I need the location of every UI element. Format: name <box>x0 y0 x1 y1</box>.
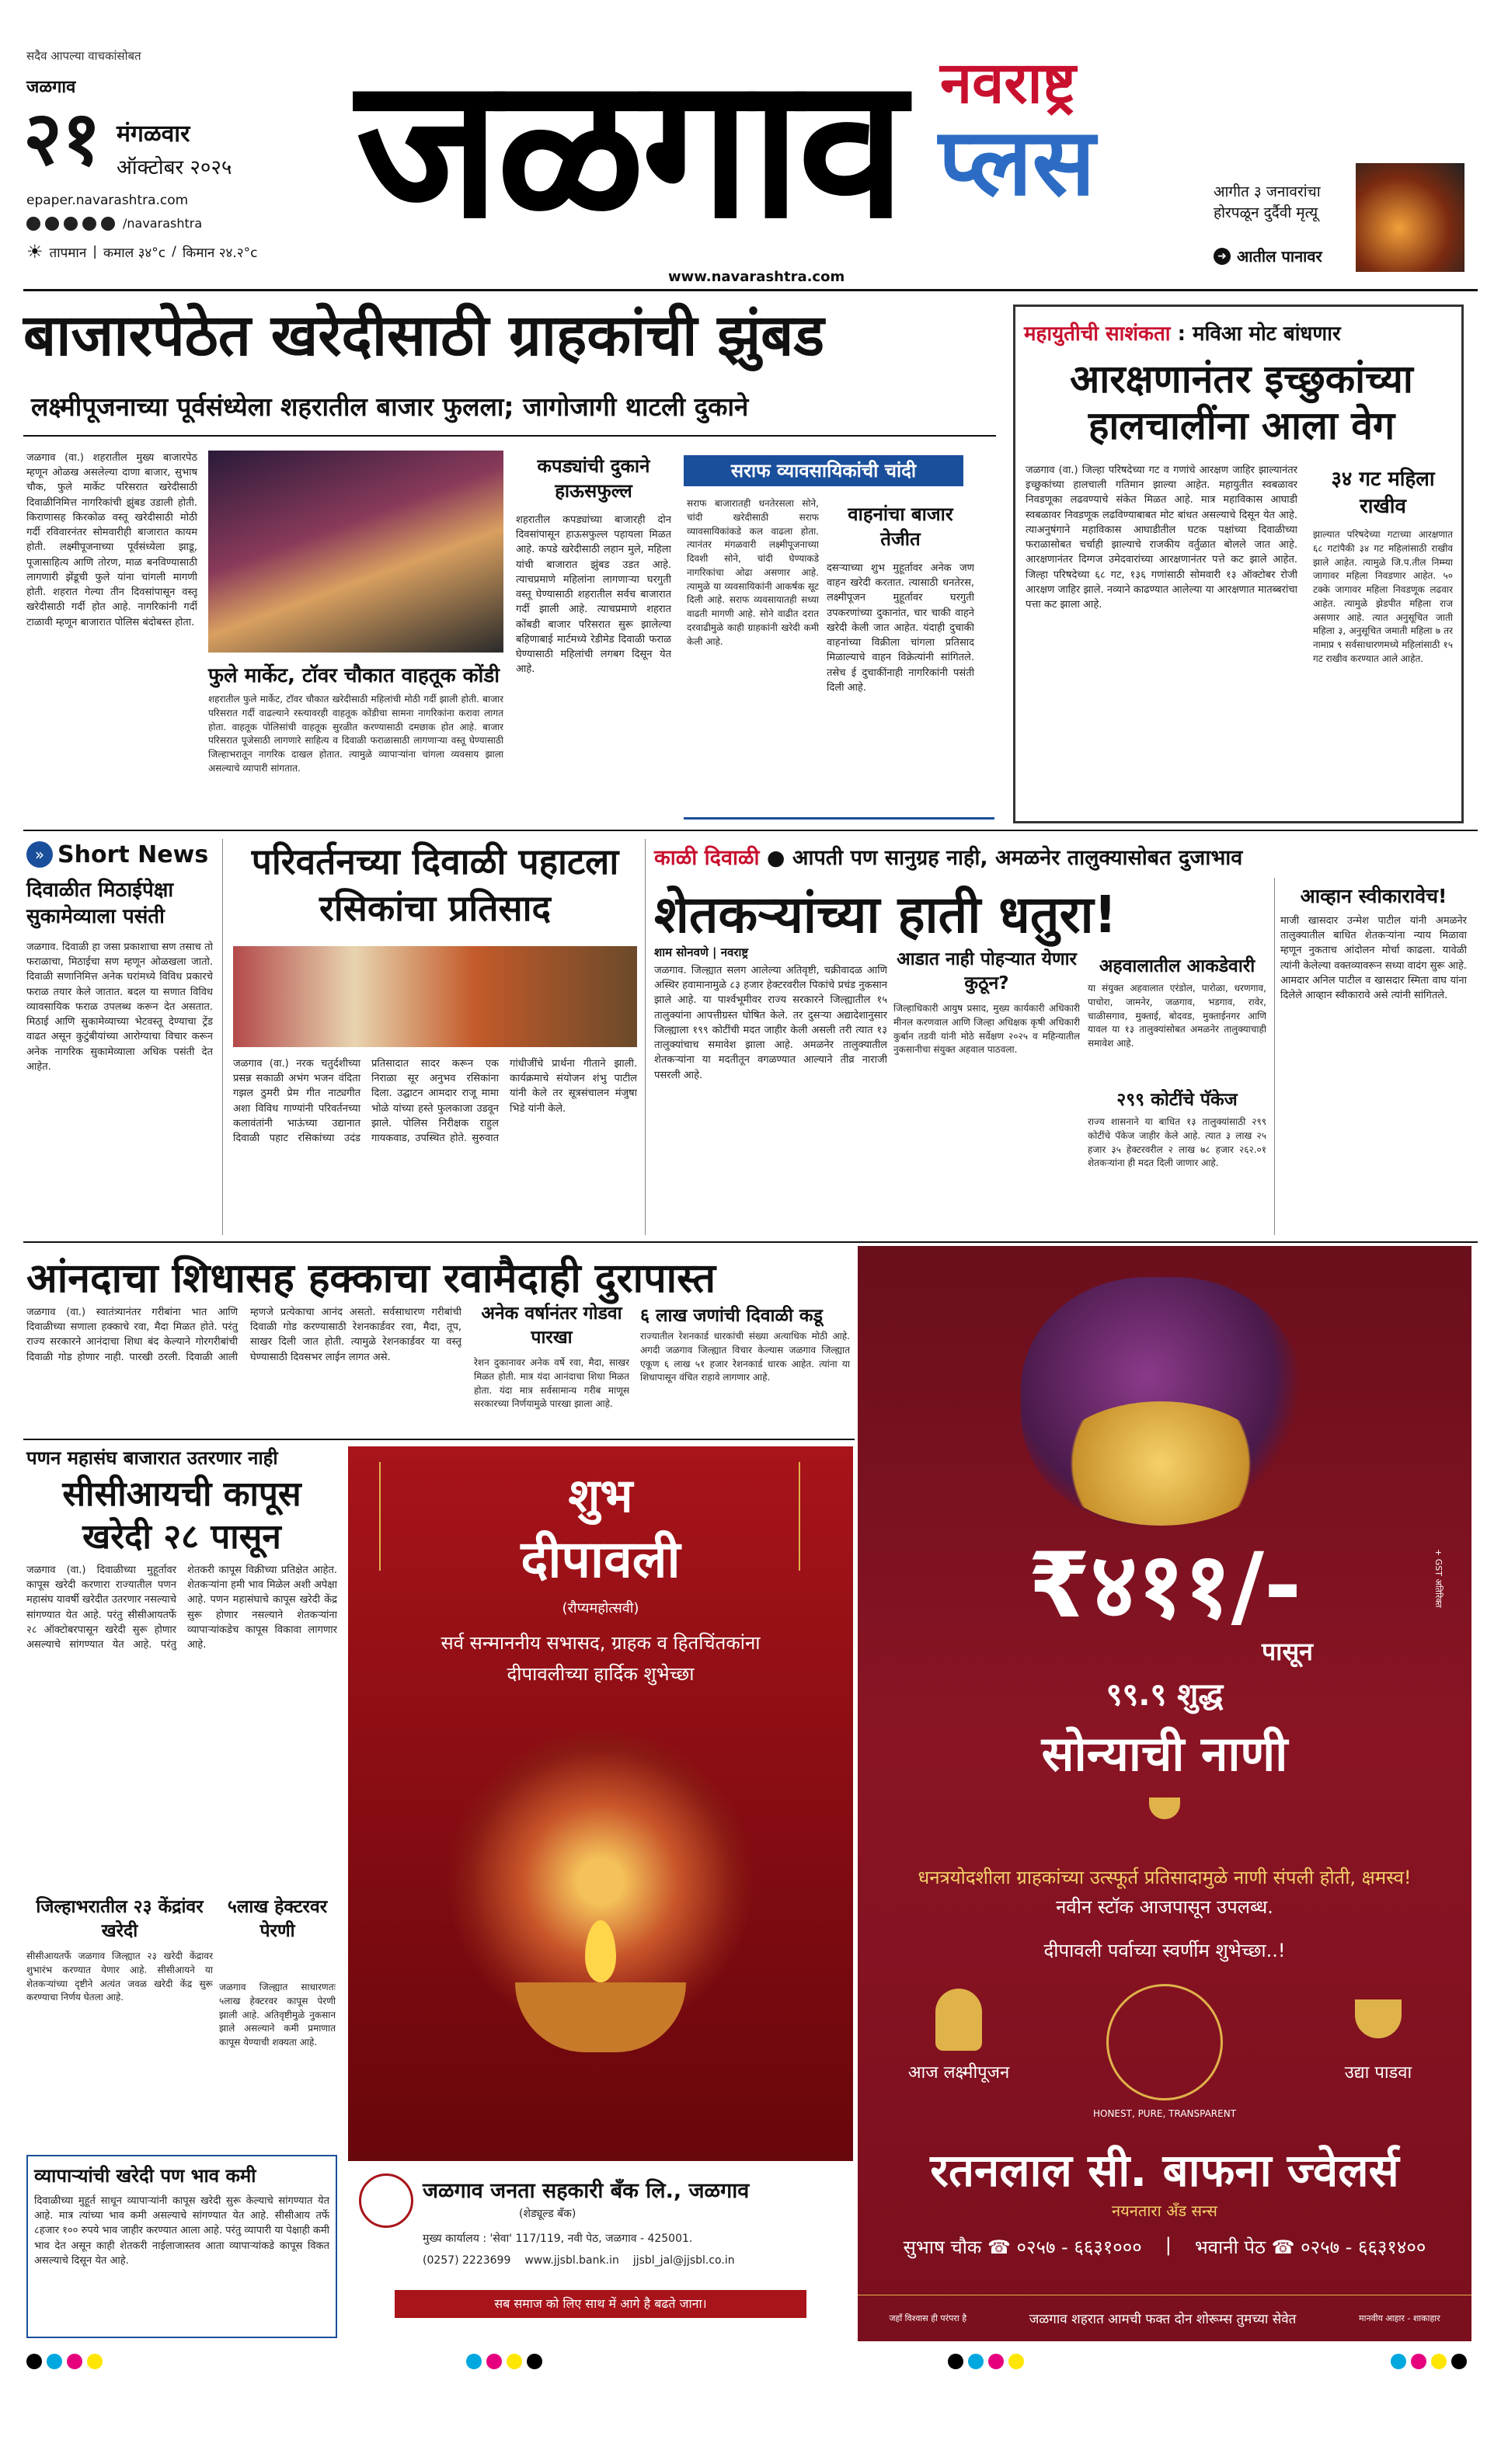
sun-icon: ☀ <box>26 241 44 263</box>
bank-ad-title-top: शुभ <box>568 1469 633 1523</box>
kali-side-title: आव्हान स्वीकारावेच! <box>1300 885 1447 907</box>
bank-motto: सब समाज को लिए साथ में आगे है बढते जाना। <box>395 2290 806 2318</box>
right-headline: आरक्षणानंतर इच्छुकांच्या हालचालींना आला वेग <box>1070 357 1413 448</box>
jewel-tagline: नयनतारा अँड सन्स <box>1112 2201 1217 2220</box>
jewel-purity: ९९.९ शुद्ध <box>1106 1677 1224 1713</box>
bank-web[interactable]: www.jjsbl.bank.in <box>524 2254 619 2267</box>
anand-text: जळगाव (वा.) स्वातंत्र्यानंतर गरीबांना भात आणि दिवाळीच्या सणाला हक्काचे रवा, मैदा मिळत होते. परंतु राज्य सरकारने आनंदाचा शिधा बंद केल्याने गोरगरीबांची दिवाळी गोड होणार नाही. पारखी ठरली. दिवाळी आली म्हणजे प्रत्येकाचा आनंद असतो. सर्वसाधारण गरीबांची दिवाळी गोड करण्यासाठी रेशनकार्डवर रवा, मैदा, तूप, साखर दिली जात होती. त्यामुळे रेशनकार्डवर या वस्तू घेण्यासाठी दिवसभर लाईन लागत असे. <box>26 1307 461 1363</box>
cci-box1-title: जिल्हाभरातील २३ केंद्रांवर खरेदी <box>36 1897 204 1942</box>
parivartan-headline: परिवर्तनच्या दिवाळी पहाटला रसिकांचा प्रतिसाद <box>251 840 619 929</box>
diya-icon <box>1149 1798 1180 1819</box>
brand-top: नवराष्ट्र <box>940 50 1076 117</box>
kali-headline: शेतकऱ्यांच्या हाती धतुरा! <box>654 885 1117 945</box>
pot-icon <box>1355 1999 1402 2038</box>
bank-logo-icon <box>359 2173 413 2228</box>
short-news-label: » Short News <box>26 839 213 870</box>
brand-logo-icon <box>1106 1984 1223 2100</box>
cci-box2-text: जळगाव जिल्ह्यात साधारणतः ५लाख हेक्टरवर कापूस पेरणी झाली आहे. अतिवृष्टीमुळे नुकसान झाले असल्याने कमी प्रमाणात कापूस येण्याची शक्यता आहे. <box>219 1982 336 2048</box>
jewel-addresses: सुभाष चौक ☎ ०२५७ - ६६३१००० | भवानी पेठ ☎ ०२५७ - ६६३१४०० <box>903 2234 1426 2258</box>
kali-text: जळगाव. जिल्ह्यात सलग आलेल्या अतिवृष्टी, चक्रीवादळ आणि अस्थिर हवामानामुळे ८३ हजार हेक्टरवरील पिकांचे प्रचंड नुकसान झाले आहे. या पार्श्वभूमीवर राज्य सरकारने जिल्ह्यातील १५ तालुक्यांना आपत्तीग्रस्त घोषित केले. तर दुसऱ्या अद्यादेशानुसार जिल्ह्याला १९९ कोटींची मदत जाहीर केली असली तरी त्यात १३ तालुक्यांचाच समावेश झाला आहे. अमळनेर तालुक्यातील शेतकऱ्यांना या मदतीतून वगळण्यात आल्याने तीव्र नाराजी पसरली आहे. <box>654 965 887 1081</box>
anand-headline: आंनदाचा शिधासह हक्काचा रवामैदाही दुरापास्त <box>26 1255 716 1302</box>
short-news-text: जळगाव. दिवाळी हा जसा प्रकाशाचा सण तसाच तो फराळाचा, मिठाईचा सण म्हणून ओळखला जातो. दिवाळी सणानिमित्त अनेक घरांमध्ये विविध प्रकारचे फराळ तयार केले जातात. बदल या सणात विविध व्यावसायिक फराळ उपलब्ध करून देत असतात. मिठाई आणि सुकामेव्याच्या भेटवस्तू देण्याचा ट्रेंड वाढत असून कुटुंबीयांच्या आरोग्याचा विचार करून अनेक नागरिक सुकामेव्याला अधिक पसंती देत आहेत. <box>26 941 213 1073</box>
jewel-left-label: आज लक्ष्मीपूजन <box>907 2063 1010 2083</box>
epaper-link[interactable]: epaper.navarashtra.com <box>26 193 189 208</box>
box1-text: शहरातील कपड्यांच्या बाजारही दोन दिवसांपासून हाऊसफुल्ल पहायला मिळत आहे. कपडे खरेदीसाठी लहान मुले, महिला यांची बाजारात झुंबड उडत आहे. त्याचप्रमाणे महिलांना लागणाऱ्या घरगुती वस्तू घेण्यासाठी शहरातील सर्वच बाजारात गर्दी झाली आहे. त्याचप्रमाणे शहरात कोंबडी बाजार परिसरात सुरू झालेल्या बहिणाबाई मार्टमध्ये रेडीमेड दिवाळी फराळ घेण्यासाठी महिलांची लगबग दिसून येत आहे. <box>516 514 671 676</box>
linkedin-icon[interactable] <box>101 217 115 231</box>
registration-dots-left <box>26 2354 107 2369</box>
vyapari-text: दिवाळीच्या मुहूर्त साधून व्यापाऱ्यांनी कापूस खरेदी सुरू केल्याचे सांगण्यात येत आहे. मात्र त्यांच्या भाव कमी असल्याचे सांगण्यात येत आहे. सीसीआय तर्फे ८हजार १०० रुपये भाव जाहीर करण्यात आला आहे. परंतु व्यापारी या पेक्षाही कमी भाव देत असून काही शेतकरी नाईलाजास्तव आता व्यापाऱ्यांकडे कापूस विकत असल्याचे दिसून येत आहे. <box>34 2195 329 2267</box>
jewel-foot-mid: जळगाव शहरात आमची फक्त दोन शोरूम्स तुमच्या सेवेत <box>1029 2312 1297 2327</box>
social-handle: /navarashtra <box>123 216 203 231</box>
jewel-addr2[interactable]: भवानी पेठ ☎ ०२५७ - ६६३१४०० <box>1194 2236 1426 2258</box>
kali-box3-title: २९९ कोटींचे पॅकेज <box>1116 1090 1238 1110</box>
anand-box1-text: रेशन दुकानावर अनेक वर्षे रवा, मैदा, साखर मिळत होती. मात्र यंदा आनंदाचा शिधा मिळत होता. यंदा मात्र सर्वसामान्य गरीब माणूस सरकारच्या निर्णयामुळे पारखा झाला आहे. <box>474 1357 629 1410</box>
kali-box1-text: जिल्हाधिकारी आयुष प्रसाद, मुख्य कार्यकारी अधिकारी मीनल करणवाल आणि जिल्हा अधिक्षक कृषी अधिकारी कुर्बान तडवी यांनी मोठे सर्वेक्षण २०२५ व महिन्यातील नुकसानीचा संयुक्त अहवाल पाठवला. <box>893 1003 1080 1056</box>
kali-box2-text: या संयुक्त अहवालात एरंडोल, पारोळा, धरणगाव, पाचोरा, जामनेर, जळगाव, भडगाव, रावेर, चाळीसगाव, मुक्ताई, बोदवड, मुक्ताईनगर आणि यावल या १३ तालुक्यांसोबत अमळनेर तालुक्याचाही समावेश आहे. <box>1088 983 1266 1049</box>
right-kicker: महायुतीची साशंकता : मविआ मोट बांधणार <box>1024 322 1341 346</box>
jewel-foot-left: जहाँ विश्वास ही परंपरा है <box>889 2313 967 2323</box>
weather-label: तापमान <box>49 245 87 261</box>
right-text: जळगाव (वा.) जिल्हा परिषदेच्या गट व गणांचे आरक्षण जाहिर झाल्यानंतर इच्छुकांच्या हालचाली गतिमान झाल्या आहेत. महायुतीत स्वबळावर निवडणूका लढवण्याचे संकेत मिळत आहे. मात्र महाविकास आघाडी स्वबळावर निवडणूक लढविण्याबाबत मोट बांधत असल्याचे दिसून येत आहे. त्याअनुषंगाने महाविकास आघाडीतील घटक पक्षांच्या दिवाळीच्या फराळासोबत चर्चाही झाल्याचे राजकीय वर्तुळात बोलले जात आहे. आरक्षणानंतर दिग्गज उमेदवारांच्या आरक्षणानंतर पत्ते कट झाले आहेत. जिल्हा परिषदेच्या ६८ गट, १३६ गणांसाठी सोमवारी १३ ऑक्टोबर रोजी आरक्षण जाहिर झाले. नव्याने काढण्यात आलेल्या या आरक्षणात मातब्बरांचा पत्ता कट झाला आहे. <box>1026 465 1297 611</box>
teaser-link[interactable]: ➜ आतील पानावर <box>1214 245 1322 266</box>
cci-box1-text: सीसीआयतर्फे जळगाव जिल्ह्यात २३ खरेदी केंद्रावर शुभारंभ करण्यात येणार आहे. सीसीआयने या शेतकऱ्यांच्या दृष्टीने अत्यंत जवळ खरेदी केंद्र सुरू करण्याचा निर्णय घेतला आहे. <box>26 1951 213 2003</box>
concert-photo <box>233 946 637 1047</box>
arrow-icon: » <box>26 841 53 868</box>
diya-icon <box>515 1982 686 2052</box>
right-side-text: झाल्यात परिषदेच्या गटाच्या आरक्षणात ६८ गटांपैकी ३४ गट महिलांसाठी राखीव झाले आहेत. त्यामुळे जि.प.तील निम्म्या जागावर महिला निवडणार आहेत. ५० टक्के जागावर महिला निवडणूक लढवार आहेत. त्यामुळे झेडपीत महिला राज असणार आहे. त्यात अनुसूचित जाती महिला ३, अनुसूचित जमाती महिला ७ तर नामाप्र ९ सर्वसाधारणमध्ये महिलांसाठी १५ गट राखीव करण्यात आले आहेत. <box>1313 529 1453 664</box>
arrow-icon: ➜ <box>1214 248 1231 265</box>
bank-phone[interactable]: (0257) 2223699 <box>423 2254 511 2267</box>
jewel-gst: + GST अतिरिक्त <box>1433 1549 1444 1608</box>
weather-row: ☀ तापमान | कमाल ३४°c / किमान २४.२°c <box>26 241 258 263</box>
date-weekday: मंगळवार <box>117 120 190 148</box>
box2-title: सराफ व्यावसायिकांची चांदी <box>684 455 963 486</box>
brand-bottom: प्लस <box>939 109 1095 217</box>
teaser-text: आगीत ३ जनावरांचा होरपळून दुर्दैवी मृत्यू <box>1214 183 1321 221</box>
date-month: ऑक्टोबर २०२५ <box>117 156 232 179</box>
jewel-logo-tag: HONEST, PURE, TRANSPARENT <box>1092 2108 1237 2119</box>
photo-caption: शहरातील फुले मार्केट, टॉवर चौकात खरेदीसाठी महिलांची मोठी गर्दी झाली होती. बाजार परिसरात गर्दी वाढल्याने रस्त्यावरही वाहतूक कोंडीचा सामना नागरिकांना करावा लागत होता. वाहतूक पोलिसांची वाहतूक सुरळीत करण्यासाठी दमछाक होत आहे. बाजार परिसरात पूजेसाठी लागणारे साहित्य व दिवाळी फराळासाठी लागणाऱ्या वस्तू घेण्यासाठी जिल्हाभरातून नागरिक दाखल होतात. त्यामुळे व्यापाऱ्यांना चांगला व्यवसाय झाला असल्याचे व्यापारी सांगतात. <box>208 694 503 774</box>
right-side-title: ३४ गट महिला राखीव <box>1331 468 1435 519</box>
bank-greeting2: दीपावलीच्या हार्दिक शुभेच्छा <box>507 1663 695 1685</box>
temp-max: कमाल ३४°c <box>103 245 166 261</box>
instagram-icon[interactable] <box>45 217 59 231</box>
bank-sub: (शेड्यूल्ड बँक) <box>519 2208 576 2220</box>
bank-ad-sub: (रौप्यमहोत्सवी) <box>562 1600 639 1617</box>
bank-greeting1: सर्व सन्माननीय सभासद, ग्राहक व हितचिंतकांना <box>441 1632 761 1654</box>
bank-email[interactable]: jjsbl_jal@jjsbl.co.in <box>632 2254 735 2267</box>
box3-text: दसऱ्याच्या शुभ मुहूर्तावर अनेक जण वाहन खरेदी करतात. त्यासाठी धनतेरस, लक्ष्मीपूजन मुहूर्तावर घरगुती उपकरणांच्या दुकानांत, चार चाकी वाहने खरेदी केली जात आहेत. यंदाही दुचाकी वाहनांच्या विक्रीला चांगला प्रतिसाद मिळाल्याचे वाहन विक्रेत्यांनी सांगितले. तसेच ई दुचाकींनाही नागरिकांनी पसंती दिली आहे. <box>827 562 974 694</box>
kali-box1-title: आडात नाही पोहऱ्यात येणार कुठून? <box>897 949 1077 994</box>
edition-city: जळगाव <box>26 78 76 97</box>
kali-box3-text: राज्य शासनाने या बाधित १३ तालुक्यांसाठी २९९ कोटींचे पॅकेज जाहीर केले आहे. त्यात ३ लाख २५ हजार ३५ हेक्टरवरील २ लाख ७८ हजार २६२.०१ शेतकऱ्यांना ही मदत दिली जाणार आहे. <box>1088 1116 1266 1169</box>
jewel-addr1[interactable]: सुभाष चौक ☎ ०२५७ - ६६३१००० <box>903 2236 1142 2258</box>
cci-headline: सीसीआयची कापूस खरेदी २८ पासून <box>62 1474 301 1557</box>
jewel-msg1: धनत्रयोदशीला ग्राहकांच्या उत्स्फूर्त प्रतिसादामुळे नाणी संपली होती, क्षमस्व! <box>918 1867 1412 1888</box>
bank-ad-title-bottom: दीपावली <box>521 1530 681 1589</box>
registration-dots-mid <box>466 2354 547 2369</box>
tagline: सदैव आपल्या वाचकांसोबत <box>26 49 141 63</box>
jewel-msg2: नवीन स्टॉक आजपासून उपलब्ध. <box>1056 1896 1273 1918</box>
bank-contact <box>423 2254 735 2267</box>
cci-text: जळगाव (वा.) दिवाळीच्या मुहूर्तावर कापूस खरेदी करणारा राज्यातील पणन महासंघ यावर्षी खरेदीत उतरणार नसल्याचे सांगण्यात येत आहे. परंतु सीसीआयतर्फे २८ ऑक्टोबरपासून खरेदी सुरू होणार असल्याचे सांगण्यात येत आहे. परंतु शेतकरी कापूस विक्रीच्या प्रतिक्षेत आहेत. शेतकऱ्यांना हमी भाव मिळेल अशी अपेक्षा आहे. पणन महासंघाचे कापूस खरेदी केंद्र सुरू होणार नसल्याने शेतकऱ्यांना व्यापाऱ्यांकडेच कापूस विकावा लागणार आहे. <box>26 1564 337 1651</box>
kali-box2-title: अहवालातील आकडेवारी <box>1099 956 1255 976</box>
jewel-foot-right: मानवीय आहार - शाकाहार <box>1359 2313 1440 2323</box>
registration-dots-right <box>1391 2354 1471 2369</box>
anand-box2-text: राज्यातील रेशनकार्ड धारकांची संख्या अत्याधिक मोठी आहे. अगदी जळगाव जिल्ह्यात विचार केल्यास जळगाव जिल्ह्यात एकूण ६ लाख ५१ हजार रेशनकार्ड धारक आहेत. त्यांना या शिधापासून वंचित राहावे लागणार आहे. <box>640 1331 850 1383</box>
jewel-product: सोन्याची नाणी <box>1041 1725 1288 1782</box>
bank-ad[interactable] <box>348 1446 853 2341</box>
kali-byline: शाम सोनवणे | नवराष्ट्र <box>654 945 749 959</box>
anand-box2-title: ६ लाख जणांची दिवाळी कडू <box>640 1306 823 1326</box>
date-day: २१ <box>23 95 101 182</box>
photo-caption-title: फुले मार्केट, टॉवर चौकात वाहतूक कोंडी <box>208 664 500 687</box>
bank-name: जळगाव जनता सहकारी बँक लि., जळगाव <box>423 2179 750 2203</box>
facebook-icon[interactable] <box>26 217 40 231</box>
anand-box1-title: अनेक वर्षानंतर गोडवा पारखा <box>481 1303 622 1349</box>
kali-side-text: माजी खासदार उन्मेश पाटील यांनी अमळनेर तालुक्यातील बाधित शेतकऱ्यांना न्याय मिळावा म्हणून नुकताच आंदोलन मोर्चा काढला. यावेळी त्यांनी केलेल्या वक्तव्यावरून सध्या वादंग सुरू आहे. आमदार अनिल पाटील व खासदार स्मिता वाघ यांना दिलेले आव्हान स्वीकारावे असे त्यांनी सांगितले. <box>1280 915 1467 1002</box>
market-photo <box>208 451 503 653</box>
box1-title: कपड्यांची दुकाने हाऊसफुल्ल <box>537 455 650 503</box>
social-row <box>26 216 202 231</box>
box2-text: सराफ बाजारातही धनतेरसला सोने, चांदी खरेदीसाठी सराफ व्यावसायिकांकडे कल वाढला होता. त्यानंतर मंगळवारी लक्ष्मीपूजनाच्या दिवशी सोने, चांदी घेण्याकडे नागरिकांचा ओढा असणार आहे. त्यामुळे या व्यवसायिकांनी आकर्षक सूट दिली आहे. सराफ व्यवसायातही सध्या वाढती मागणी आहे. सोने वाढीत दरात दरवाढीमुळे काही ग्राहकांनी खरेदी कमी केली आहे. <box>687 498 819 647</box>
parivartan-text: जळगाव (वा.) नरक चतुर्दशीच्या प्रसन्न सकाळी अभंग भजन वंदिता गझल ठुमरी प्रेम गीत नाट्यगीत अशा विविध गाण्यांनी परिवर्तनच्या कलावंतांनी भाऊंच्या उद्यानात दिवाळी पहाट रसिकांच्या उदंड प्रतिसादात सादर करून एक निराळा सूर अनुभव रसिकांना दिला. उद्घाटन आमदार राजू मामा भोळे यांच्या हस्ते फुलकाजा उडवून झाले. पोलिस निरीक्षक राहुल गायकवाड, उपस्थित होते. सुरुवात गांधीजींचे प्रार्थना गीताने झाली. कार्यक्रमाचे संयोजन शंभु पाटील यांनी केले तर सूत्रसंचालन मंजुषा भिडे यांनी केले. <box>233 1058 637 1145</box>
coin-icon <box>1052 1401 1269 1526</box>
bank-address: मुख्य कार्यालय : 'सेवा' 117/119, नवी पेठ, जळगाव - 425001. <box>423 2233 693 2245</box>
jewel-pasun: पासून <box>1262 1637 1313 1666</box>
jewel-price: ₹४११/- <box>1027 1533 1302 1638</box>
lead-col1: जळगाव (वा.) शहरातील मुख्य बाजारपेठ म्हणून ओळख असलेल्या दाणा बाजार, सुभाष चौक, फुले मार्केट परिसरात खरेदीसाठी दिवाळीनिमित्त नागरिकांची झुंबड उडाली होती. किराणासह किरकोळ वस्तू खरेदीसाठी मोठी गर्दी रविवारनंतर सोमवारीही बाजारात कायम होती. लक्ष्मीपूजनाच्या पूर्वसंध्येला झाडू, पूजासाहित्य आणि तोरण, माळ बनविण्यासाठी लागणारी झेंडूची फुले यांना चांगली मागणी होती. शहरात गेल्या तीन दिवसांपासून वस्तू खरेदीसाठी गर्दी होत आहे. नागरिकांनी गर्दी टाळावी म्हणून बाजारात पोलिस बंदोबस्त होता. <box>26 452 197 628</box>
vyapari-title: व्यापाऱ्यांची खरेदी पण भाव कमी <box>34 2165 256 2187</box>
fire-photo <box>1356 163 1464 272</box>
jewel-right-label: उद्या पाडवा <box>1344 2063 1412 2083</box>
box3-title: वाहनांचा बाजार तेजीत <box>848 503 953 551</box>
twitter-icon[interactable] <box>64 217 78 231</box>
short-news-title: दिवाळीत मिठाईपेक्षा सुकामेव्याला पसंती <box>26 879 174 928</box>
lakshmi-icon <box>935 1989 982 2051</box>
jewellery-ad[interactable] <box>858 1246 1471 2341</box>
jewel-wish: दीपावली पर्वाच्या स्वर्णीम शुभेच्छा..! <box>1043 1940 1286 1961</box>
lead-subhead: लक्ष्मीपूजनाच्या पूर्वसंध्येला शहरातील बाजार फुलला; जागोजागी थाटली दुकाने <box>31 392 749 422</box>
lead-headline: बाजारपेठेत खरेदीसाठी ग्राहकांची झुंबड <box>23 302 824 369</box>
cci-box2-title: ५लाख हेक्टरवर पेरणी <box>227 1897 328 1942</box>
newspaper-title: जळगाव <box>356 35 903 261</box>
kali-kicker: काळी दिवाळी ● आपती पण सानुग्रह नाही, अमळनेर तालुक्यासोबत दुजाभाव <box>654 846 1243 870</box>
jewel-footer <box>858 2295 1471 2341</box>
temp-min: किमान २४.२°c <box>182 245 258 261</box>
website[interactable]: www.navarashtra.com <box>668 269 845 285</box>
youtube-icon[interactable] <box>82 217 96 231</box>
jewel-brand: रतनलाल सी. बाफना ज्वेलर्स <box>930 2144 1399 2197</box>
cci-kicker: पणन महासंघ बाजारात उतरणार नाही <box>26 1447 278 1469</box>
registration-dots-mid2 <box>948 2354 1029 2369</box>
